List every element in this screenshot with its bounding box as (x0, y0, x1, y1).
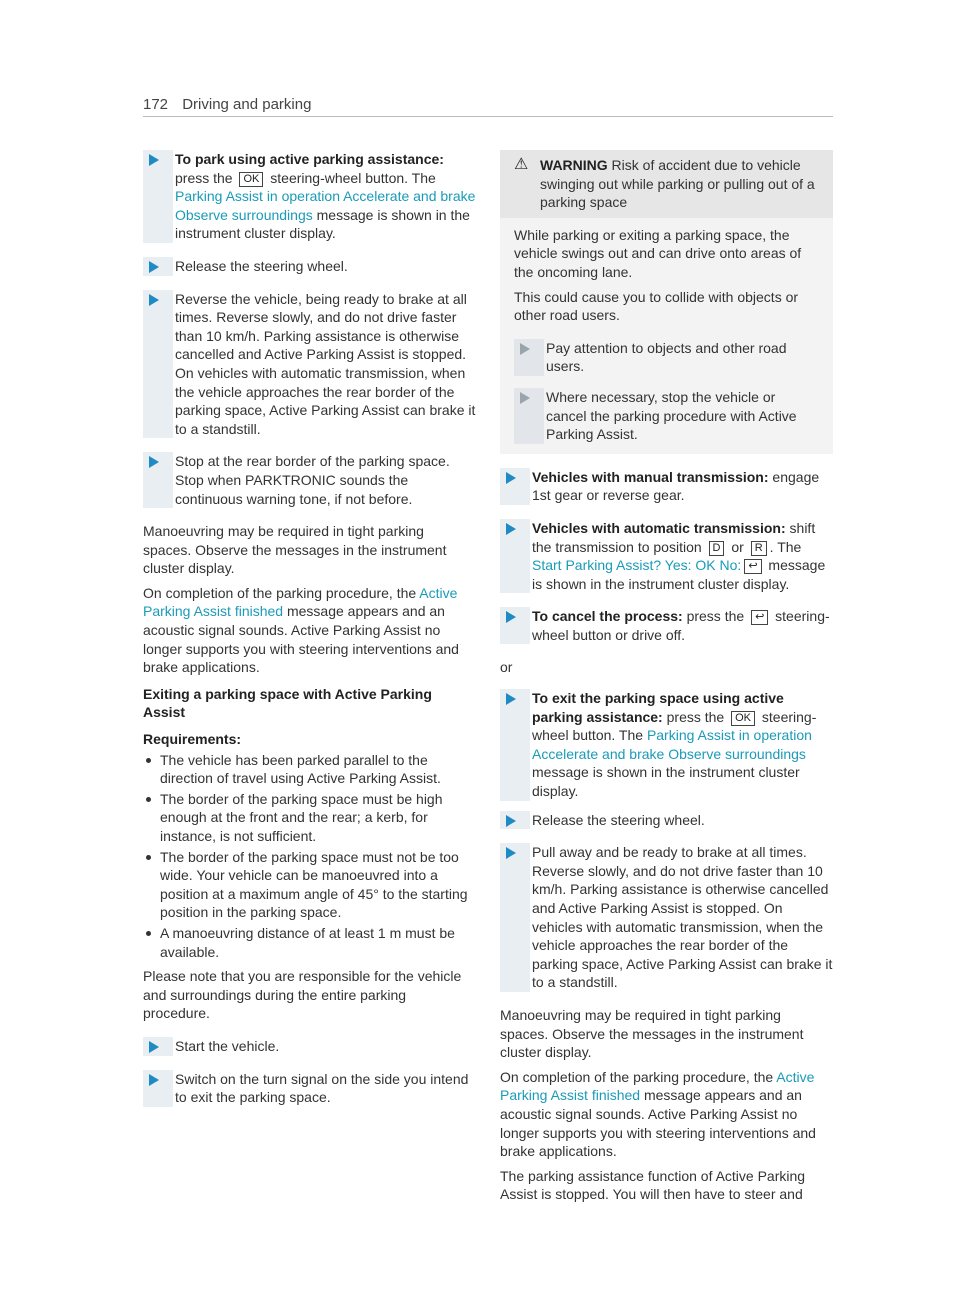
text: steering-wheel button. The (532, 708, 817, 744)
step-text (530, 519, 833, 593)
text: message appears and an acoustic signal sounds. Active Parking Assist no longer supports you with steering interventions and brake applications. (500, 1087, 816, 1160)
arrow-icon (506, 472, 516, 484)
text: press the (682, 608, 749, 625)
warning-body (500, 218, 833, 454)
arrow-icon (506, 693, 516, 705)
arrow-icon (149, 261, 159, 273)
text: Risk of accident due to vehicle swinging out while parking or pulling out of a parking space (540, 157, 815, 211)
warning-box (500, 150, 833, 454)
arrow-icon (149, 154, 159, 166)
step-stop (143, 452, 476, 508)
step-text: Release the steering wheel. (532, 811, 705, 828)
or-separator: or (500, 659, 513, 676)
left-column (143, 150, 476, 1121)
text: press the (175, 169, 237, 186)
step-text (173, 150, 476, 243)
step-bar (500, 689, 530, 801)
text: On completion of the parking procedure, the (500, 1068, 777, 1085)
text: . The (769, 538, 802, 555)
step-text (530, 689, 833, 801)
paragraph: Please note that you are responsible for the vehicle and surroundings during the entire parking procedure. (143, 968, 462, 1022)
arrow-icon (506, 611, 516, 623)
step-bar (500, 811, 530, 830)
text: engage 1st gear or reverse gear. (532, 468, 820, 504)
ok-key-icon: OK (731, 711, 755, 726)
text: steering-wheel button or drive off. (532, 608, 830, 643)
step-automatic-transmission (500, 519, 833, 593)
step-bar (500, 468, 530, 505)
step-bar (500, 843, 530, 992)
step-pull-away (500, 843, 833, 992)
arrow-icon (149, 1074, 159, 1086)
step-text: Start the vehicle. (175, 1037, 280, 1054)
step-exit-parking-space (500, 689, 833, 801)
step-text: Pay attention to objects and other road users. (546, 339, 787, 375)
step-bar (514, 339, 544, 376)
text: shift the transmission to position (532, 519, 816, 555)
step-heading: To exit the parking space using active parking assistance: (532, 690, 784, 725)
step-text (530, 607, 833, 644)
display-message: Parking Assist in operation Accelerate and brake Observe surroundings (175, 188, 476, 223)
step-heading: To cancel the process: (532, 608, 683, 625)
paragraph: Manoeuvring may be required in tight parking spaces. Observe the messages in the instrument cluster display. (143, 523, 447, 577)
list-item: The border of the parking space must not be too wide. Your vehicle can be manoeuvred into a position at a maximum angle of 45° to the starting position in the parking space. (143, 848, 476, 922)
step-cancel-process (500, 607, 833, 644)
warning-icon: ⚠ (514, 156, 529, 173)
step-text: Where necessary, stop the vehicle or cancel the parking procedure with Active Parking Assist. (546, 388, 797, 443)
step-text: Switch on the turn signal on the side you intend to exit the parking space. (175, 1070, 469, 1106)
display-message: Start Parking Assist? Yes: OK No: (532, 557, 742, 574)
right-column (500, 150, 833, 1210)
paragraph: While parking or exiting a parking space, the vehicle swings out and can drive onto areas of the oncoming lane. (514, 226, 802, 280)
list-item: A manoeuvring distance of at least 1 m must be available. (143, 924, 476, 961)
arrow-icon (506, 815, 516, 827)
step-bar (143, 290, 173, 439)
arrow-icon (520, 343, 530, 355)
step-park-active (143, 150, 476, 243)
text: steering-wheel button. The (266, 169, 436, 186)
step-release-wheel (143, 257, 476, 276)
list-item: The border of the parking space must be high enough at the front and the rear; a kerb, for instance, is not sufficient. (143, 790, 476, 846)
warning-title (540, 156, 821, 212)
step-turn-signal (143, 1070, 476, 1107)
arrow-icon (520, 392, 530, 404)
step-reverse (143, 290, 476, 439)
step-bar (514, 388, 544, 444)
warning-label: WARNING (540, 157, 608, 173)
step-bar (500, 607, 530, 644)
paragraph (500, 1068, 833, 1161)
step-text: Release the steering wheel. (175, 257, 348, 274)
step-bar (500, 519, 530, 593)
text: message is shown in the instrument cluster display. (532, 557, 826, 592)
step-bar (143, 452, 173, 508)
step-bar (143, 257, 173, 276)
gear-r-key-icon: R (751, 541, 767, 556)
step-bar (143, 1037, 173, 1056)
ok-key-icon: OK (239, 172, 263, 187)
text: message is shown in the instrument cluster display. (175, 206, 470, 242)
list-item: The vehicle has been parked parallel to the direction of travel using Active Parking Assist. (143, 751, 476, 788)
step-release-wheel (500, 811, 833, 830)
text: message appears and an acoustic signal sounds. Active Parking Assist no longer supports you with steering interventions and brake applications. (143, 603, 459, 676)
step-text: Pull away and be ready to brake at all times. Reverse slowly, and do not drive faster than 10 km/h. Parking assistance is otherwise cancelled and Active Parking Assist is stopped. On vehicles with automatic transmission, when the vehicle approaches the rear border of the parking space, Active Parking Assist can brake it to a standstill. (532, 844, 833, 991)
page-number: 172 (143, 96, 169, 113)
gear-d-key-icon: D (709, 541, 725, 556)
arrow-icon (149, 294, 159, 306)
paragraph: Manoeuvring may be required in tight parking spaces. Observe the messages in the instrument cluster display. (500, 1006, 804, 1061)
text: or (727, 538, 748, 555)
section-title: Driving and parking (182, 96, 312, 113)
arrow-icon (149, 1041, 159, 1053)
step-manual-transmission (500, 468, 833, 505)
back-key-icon: ↩ (751, 610, 768, 625)
paragraph: The parking assistance function of Active Parking Assist is stopped. You will then have to steer and (500, 1167, 806, 1203)
requirements-list (143, 751, 476, 962)
text: press the (662, 708, 729, 725)
step-text: Reverse the vehicle, being ready to brake at all times. Reverse slowly, and do not drive faster than 10 km/h. Parking assistance is otherwise cancelled and Active Parking Assist is stopped. On vehicles with automatic transmission, when the vehicle approaches the rear border of the parking space, Active Parking Assist can brake it to a standstill. (175, 290, 476, 437)
paragraph: This could cause you to collide with objects or other road users. (514, 288, 799, 324)
header-divider (143, 116, 833, 117)
section-heading: Exiting a parking space with Active Parking Assist (143, 685, 432, 721)
step-text: Stop at the rear border of the parking space. Stop when PARKTRONIC sounds the continuous warning tone, if not before. (175, 453, 450, 507)
arrow-icon (506, 847, 516, 859)
warning-header (500, 150, 833, 218)
step-heading: Vehicles with automatic transmission: (532, 519, 786, 536)
display-message: Active Parking Assist finished (143, 584, 458, 620)
step-bar (143, 1070, 173, 1107)
step-bar (143, 150, 173, 243)
back-key-icon: ↩ (744, 559, 761, 574)
page-header (143, 96, 311, 113)
step-text (530, 468, 833, 505)
paragraph (143, 584, 476, 677)
arrow-icon (506, 523, 516, 535)
step-heading: Vehicles with manual transmission: (532, 468, 769, 485)
display-message: Active Parking Assist finished (500, 1068, 815, 1104)
warning-step (514, 339, 819, 376)
arrow-icon (149, 456, 159, 468)
requirements-label: Requirements: (143, 731, 242, 748)
warning-step (514, 388, 819, 444)
text: message is shown in the instrument cluster display. (532, 764, 800, 800)
step-start-vehicle (143, 1037, 476, 1056)
text: On completion of the parking procedure, the (143, 584, 420, 601)
step-heading: To park using active parking assistance: (175, 151, 444, 167)
display-message: Parking Assist in operation Accelerate and brake Observe surroundings (532, 727, 812, 762)
